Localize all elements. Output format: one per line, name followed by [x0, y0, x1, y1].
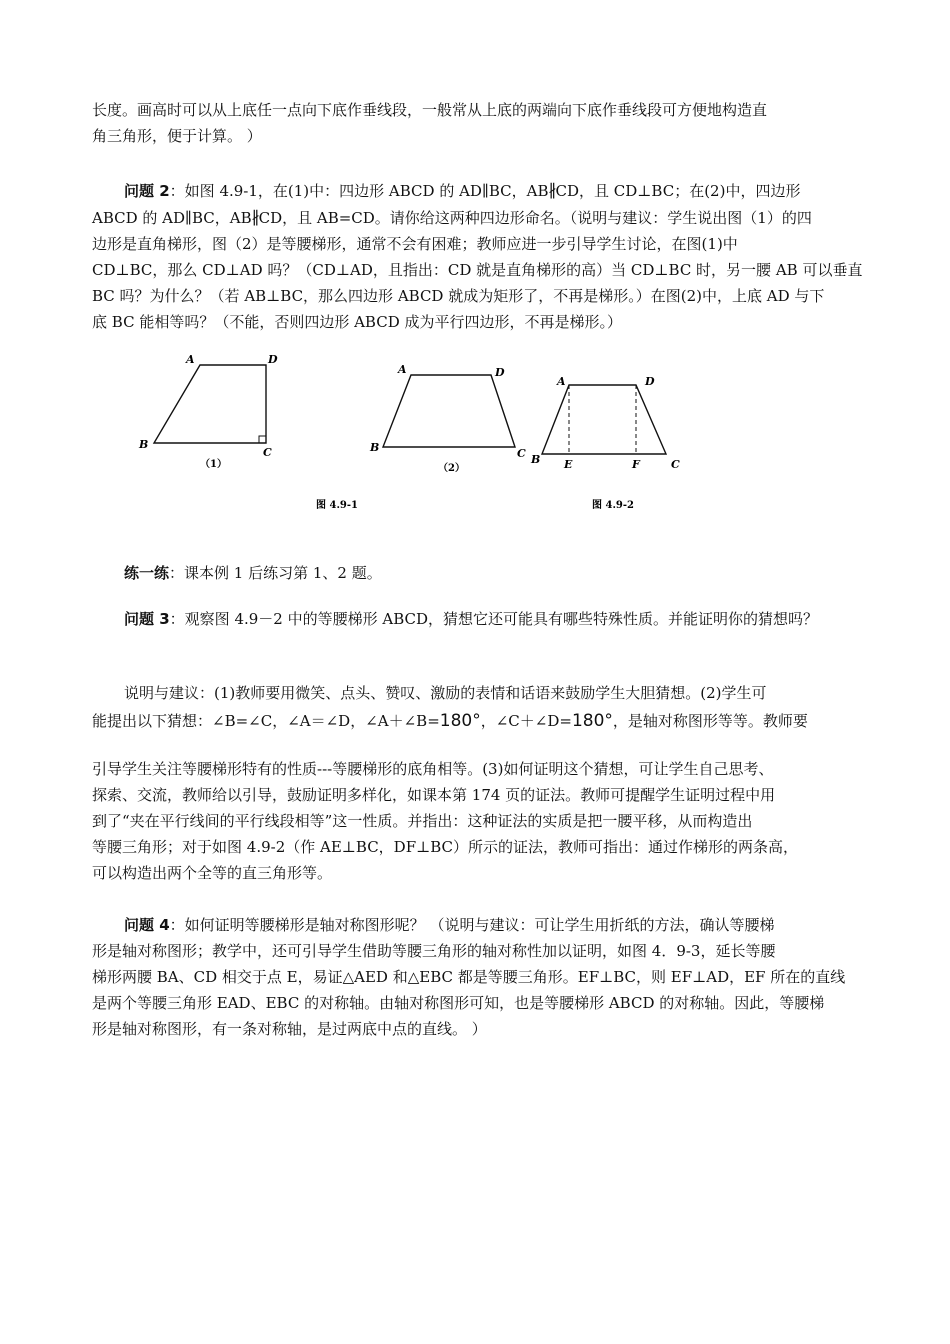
- question-2-paragraph: [92, 177, 862, 335]
- figure-sublabel: （2）: [438, 463, 465, 474]
- intro-paragraph: [92, 97, 862, 149]
- question-4-label: 问题 4: [124, 916, 170, 934]
- vertex-label-c: C: [671, 458, 680, 471]
- vertex-label-a: A: [398, 363, 407, 376]
- question-2-label: 问题 2: [124, 182, 170, 200]
- text-segment: ABCD 的 AD∥BC，AB: [92, 209, 252, 227]
- figure-isosceles-trapezoid: [369, 363, 526, 474]
- not-parallel-symbol: ∦: [548, 180, 554, 199]
- vertex-label-f: F: [632, 458, 640, 471]
- text-segment: 能提出以下猜想：∠B=∠C，∠A＝∠D，∠A＋∠B=: [92, 712, 440, 730]
- text-line: 可以构造出两个全等的直三角形等。: [92, 864, 333, 882]
- vertex-label-c: C: [263, 446, 272, 459]
- explanation-paragraph-part2: [92, 756, 862, 886]
- question-3-label: 问题 3: [124, 610, 170, 628]
- text-segment: CD，且 CD⊥BC；在(2)中，四边形: [555, 182, 801, 200]
- text-segment: ，是轴对称图形等等。教师要: [612, 712, 808, 730]
- text-segment: ：观察图 4.9－2 中的等腰梯形 ABCD，猜想它还可能具有哪些特殊性质。并能证明你的猜想吗？: [169, 610, 819, 628]
- figure-sublabel: （1）: [200, 459, 227, 470]
- explanation-paragraph-part1: [92, 680, 862, 736]
- text-line: 形是轴对称图形，有一条对称轴，是过两底中点的直线。 ）: [92, 1020, 487, 1038]
- vertex-label-b: B: [531, 453, 541, 466]
- not-parallel-symbol: ∦: [251, 207, 257, 226]
- text-segment: ：如图 4.9-1，在(1)中：四边形 ABCD 的 AD∥BC，AB: [169, 182, 549, 200]
- text-line: 探索、交流，教师给以引导，鼓励证明多样化，如课本第 174 页的证法。教师可提醒学生证明过程中用: [92, 786, 776, 804]
- vertex-label-b: B: [139, 438, 149, 451]
- text-segment: ：如何证明等腰梯形是轴对称图形呢？ （说明与建议：可让学生用折纸的方法，确认等腰梯: [169, 916, 775, 934]
- figure-caption-4-9-1: 图 4.9-1: [316, 500, 358, 511]
- vertex-label-a: A: [186, 353, 195, 366]
- text-line: 引导学生关注等腰梯形特有的性质---等腰梯形的底角相等。(3)如何证明这个猜想，可让学生自己思考、: [92, 760, 774, 778]
- text-line: 角三角形，便于计算。 ）: [92, 127, 262, 145]
- text-segment: CD，且 AB=CD。请你给这两种四边形命名。（说明与建议：学生说出图（1）的四: [258, 209, 812, 227]
- vertex-label-d: D: [645, 375, 655, 388]
- practice-label: 练一练: [124, 564, 170, 582]
- text-line: 等腰三角形；对于如图 4.9-2（作 AE⊥BC，DF⊥BC）所示的证法，教师可指出：通过作梯形的两条高，: [92, 838, 798, 856]
- text-line: 到了“夹在平行线间的平行线段相等”这一性质。并指出：这种证法的实质是把一腰平移，从而构造出: [92, 812, 753, 830]
- vertex-label-a: A: [557, 375, 566, 388]
- text-line: BC 吗？为什么？（若 AB⊥BC，那么四边形 ABCD 就成为矩形了，不再是梯形。）在图(2)中，上底 AD 与下: [92, 287, 825, 305]
- figure-right-trapezoid: [138, 353, 278, 470]
- vertex-label-b: B: [370, 441, 380, 454]
- question-3-paragraph: [92, 606, 862, 632]
- text-segment: ：课本例 1 后练习第 1、2 题。: [169, 564, 382, 582]
- text-line: CD⊥BC，那么 CD⊥AD 吗？（CD⊥AD，且指出：CD 就是直角梯形的高）当 CD⊥BC 时，另一腰 AB 可以垂直: [92, 261, 863, 279]
- text-line: 形是轴对称图形；教学中，还可引导学生借助等腰三角形的轴对称性加以证明，如图 4．9-3，延长等腰: [92, 942, 776, 960]
- text-line: 边形是直角梯形，图（2）是等腰梯形，通常不会有困难；教师应进一步引导学生讨论，在图(1)中: [92, 235, 738, 253]
- vertex-label-c: C: [517, 447, 526, 460]
- vertex-label-d: D: [495, 366, 505, 379]
- vertex-label-d: D: [268, 353, 278, 366]
- degree-value: 180°: [571, 711, 613, 731]
- figure-trapezoid-with-heights: [530, 375, 680, 471]
- practice-paragraph: [92, 560, 862, 586]
- figure-caption-4-9-2: 图 4.9-2: [592, 500, 634, 511]
- text-segment: ，∠C＋∠D=: [480, 712, 572, 730]
- vertex-label-e: E: [564, 458, 573, 471]
- text-line: 底 BC 能相等吗？（不能，否则四边形 ABCD 成为平行四边形，不再是梯形。）: [92, 313, 622, 331]
- degree-value: 180°: [439, 711, 481, 731]
- text-line: 长度。画高时可以从上底任一点向下底作垂线段，一般常从上底的两端向下底作垂线段可方便地构造直: [92, 101, 768, 119]
- figures-area: [0, 340, 950, 520]
- question-4-paragraph: [92, 912, 862, 1042]
- text-segment: 说明与建议：(1)教师要用微笑、点头、赞叹、激励的表情和话语来鼓励学生大胆猜想。(2)学生可: [124, 684, 767, 702]
- text-line: 梯形两腰 BA、CD 相交于点 E，易证△AED 和△EBC 都是等腰三角形。EF⊥BC，则 EF⊥AD，EF 所在的直线: [92, 968, 846, 986]
- text-line: 是两个等腰三角形 EAD、EBC 的对称轴。由轴对称图形可知，也是等腰梯形 ABCD 的对称轴。因此，等腰梯: [92, 994, 825, 1012]
